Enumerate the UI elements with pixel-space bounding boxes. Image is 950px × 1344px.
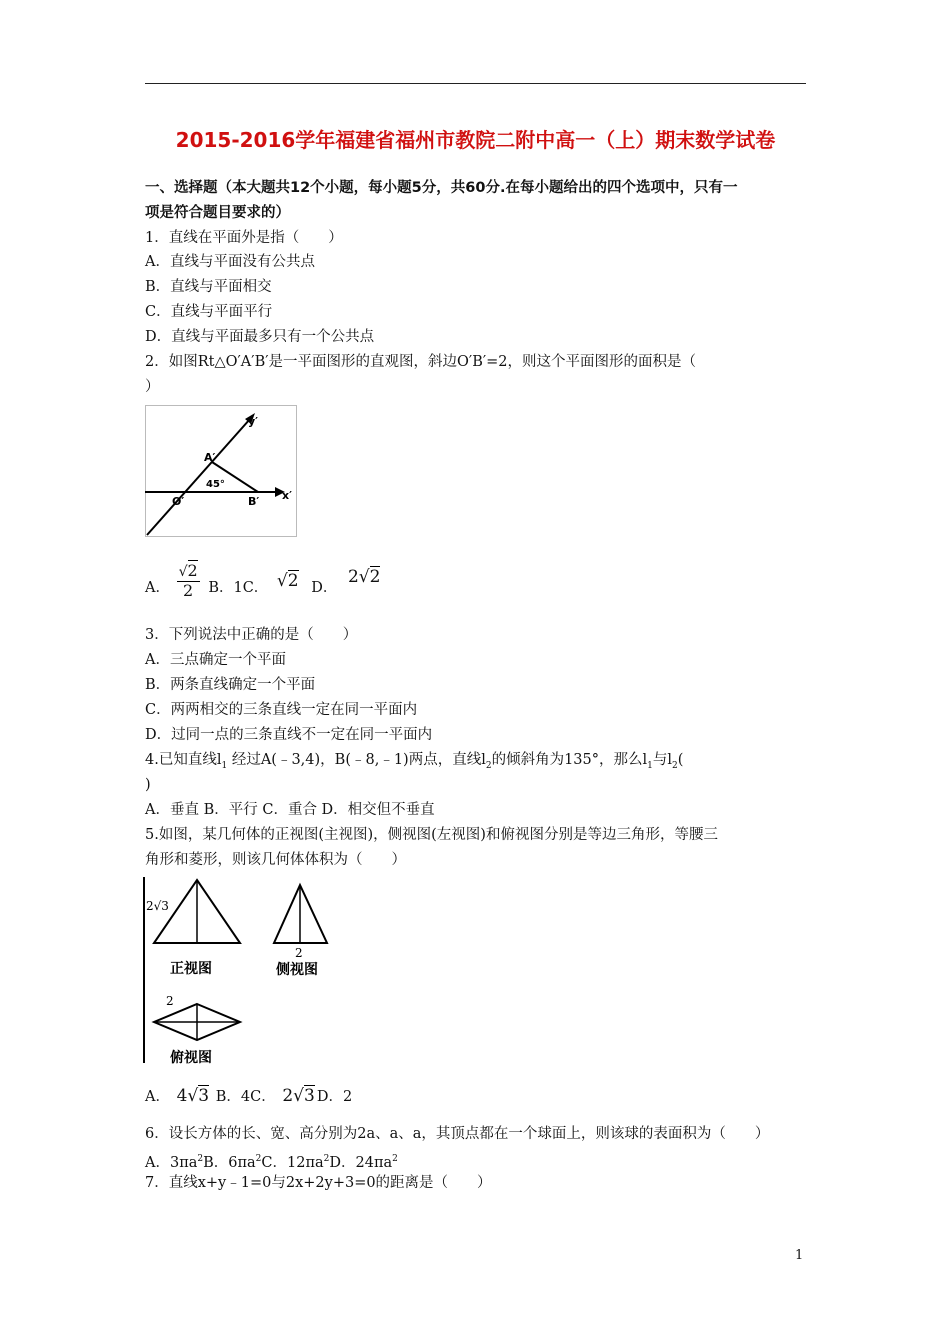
q5-option-c-label: C．: [250, 1089, 276, 1105]
q4-sub-3: 1: [647, 760, 653, 771]
q2-label-b: B′: [248, 495, 260, 508]
q4-options: A．垂直 B．平行 C．重合 D．相交但不垂直: [145, 802, 435, 818]
section-heading-line1: 一、选择题（本大题共12个小题，每小题5分，共60分.在每小题给出的四个选项中，只有一: [145, 180, 738, 196]
q5-option-b: B．4: [215, 1089, 251, 1105]
q4-text-4: 与l: [652, 752, 673, 768]
q3-stem: 3．下列说法中正确的是（ ）: [145, 627, 358, 643]
q2-label-y: y′: [248, 415, 259, 428]
q2-label-angle: 45°: [206, 479, 225, 490]
q2-options: [145, 561, 381, 600]
q2-option-c-radicand: 2: [287, 571, 299, 591]
q5-front-dim: 2√3: [146, 899, 169, 913]
q6-option-b-exp: 2: [255, 1154, 262, 1164]
q2-label-o: O′: [172, 495, 185, 508]
q2-option-d-label: D．: [311, 580, 338, 596]
q4-stem-line2: ): [145, 777, 151, 793]
q2-option-b: B．1: [208, 580, 243, 596]
q5-option-a-radicand: 3: [198, 1086, 210, 1106]
q1-option-b: B．直线与平面相交: [145, 279, 272, 295]
q2-figure: [145, 405, 300, 540]
q4-text-2: 经过A(﹣3,4)，B(﹣8,﹣1)两点，直线l: [231, 752, 486, 768]
q2-stem-line2: ）: [145, 379, 160, 395]
q2-figure-frame: [146, 406, 297, 537]
q5-option-c-radicand: 3: [303, 1086, 315, 1106]
q2-option-a-fraction: $\frac{√2}{2}$: [178, 561, 198, 600]
q6-option-b: B．6πa: [203, 1154, 256, 1171]
q5-side-dim: 2: [295, 946, 303, 960]
section-heading-line2: 项是符合题目要求的）: [145, 205, 290, 221]
q1-option-a: A．直线与平面没有公共点: [145, 254, 315, 270]
q4-text-1: 4.已知直线l: [145, 752, 222, 768]
q4-sub-4: 2: [672, 760, 678, 771]
q5-options: [145, 1086, 352, 1107]
q6-option-d-exp: 2: [392, 1154, 398, 1164]
q5-option-a-coef: 4: [176, 1086, 188, 1106]
q5-option-c-coef: 2: [282, 1086, 294, 1106]
q6-options: [145, 1149, 398, 1173]
q4-sub-2: 2: [485, 760, 492, 771]
q5-stem-line2: 角形和菱形，则该几何体体积为（ ）: [145, 852, 406, 868]
q2-option-c-label: C．: [242, 580, 269, 596]
q5-top-label: 俯视图: [170, 1050, 212, 1066]
q3-option-b: B．两条直线确定一个平面: [145, 677, 316, 693]
q3-option-a: A．三点确定一个平面: [145, 652, 286, 668]
q4-sub-1: 1: [221, 760, 228, 771]
q2-option-d-radicand: 2: [369, 567, 381, 587]
page-title: 2015-2016学年福建省福州市教院二附中高一（上）期末数学试卷: [175, 128, 776, 152]
q6-option-c-exp: 2: [323, 1154, 330, 1164]
q6-option-a-exp: 2: [197, 1154, 204, 1164]
q5-option-d: D．2: [316, 1089, 353, 1105]
q5-option-a-label: A．: [145, 1089, 170, 1105]
q2-stem-line1: 2．如图Rt△O′A′B′是一平面图形的直观图，斜边O′B′=2，则这个平面图形的面积是（: [145, 354, 697, 370]
q5-option-a-value: 4√3: [176, 1086, 210, 1106]
q2-option-d-coef: 2: [347, 567, 359, 587]
q4-text-5: (: [677, 752, 684, 768]
q2-option-c-value: √2: [276, 571, 299, 591]
q2-label-a: A′: [204, 451, 216, 464]
q6-option-a: A．3πa: [145, 1154, 198, 1171]
q5-front-label: 正视图: [170, 961, 212, 977]
q5-option-c-value: 2√3: [282, 1086, 315, 1106]
q6-option-d: D．24πa: [329, 1154, 393, 1171]
q2-label-x: x′: [282, 489, 292, 502]
q5-stem-line1: 5.如图，某几何体的正视图(主视图)，侧视图(左视图)和俯视图分别是等边三角形，等腰三: [145, 827, 718, 843]
q5-figure: [142, 877, 337, 1067]
q3-option-c: C．两两相交的三条直线一定在同一平面内: [145, 702, 418, 718]
q4-text-3: 的倾斜角为135°，那么l: [491, 752, 648, 768]
q2-option-a-label: A．: [145, 580, 170, 596]
q5-top-dim: 2: [166, 994, 174, 1008]
top-rule: [145, 83, 806, 84]
q2-option-a-num: 2: [187, 561, 198, 580]
q4-stem-line1: [145, 750, 683, 776]
q1-stem: 1．直线在平面外是指（ ）: [145, 230, 343, 246]
q2-option-a-den: 2: [183, 581, 194, 600]
q1-option-d: D．直线与平面最多只有一个公共点: [145, 329, 375, 345]
q3-option-d: D．过同一点的三条直线不一定在同一平面内: [145, 727, 433, 743]
q7-stem: 7．直线x+y﹣1=0与2x+2y+3=0的距离是（ ）: [145, 1175, 492, 1191]
q6-option-c: C．12πa: [261, 1154, 324, 1171]
q6-stem: 6．设长方体的长、宽、高分别为2a、a、a，其顶点都在一个球面上，则该球的表面积为（ ）: [145, 1126, 770, 1142]
q1-option-c: C．直线与平面平行: [145, 304, 273, 320]
page-number: 1: [795, 1248, 804, 1263]
q5-side-label: 侧视图: [276, 962, 318, 978]
q2-option-d-value: 2√2: [347, 567, 381, 587]
